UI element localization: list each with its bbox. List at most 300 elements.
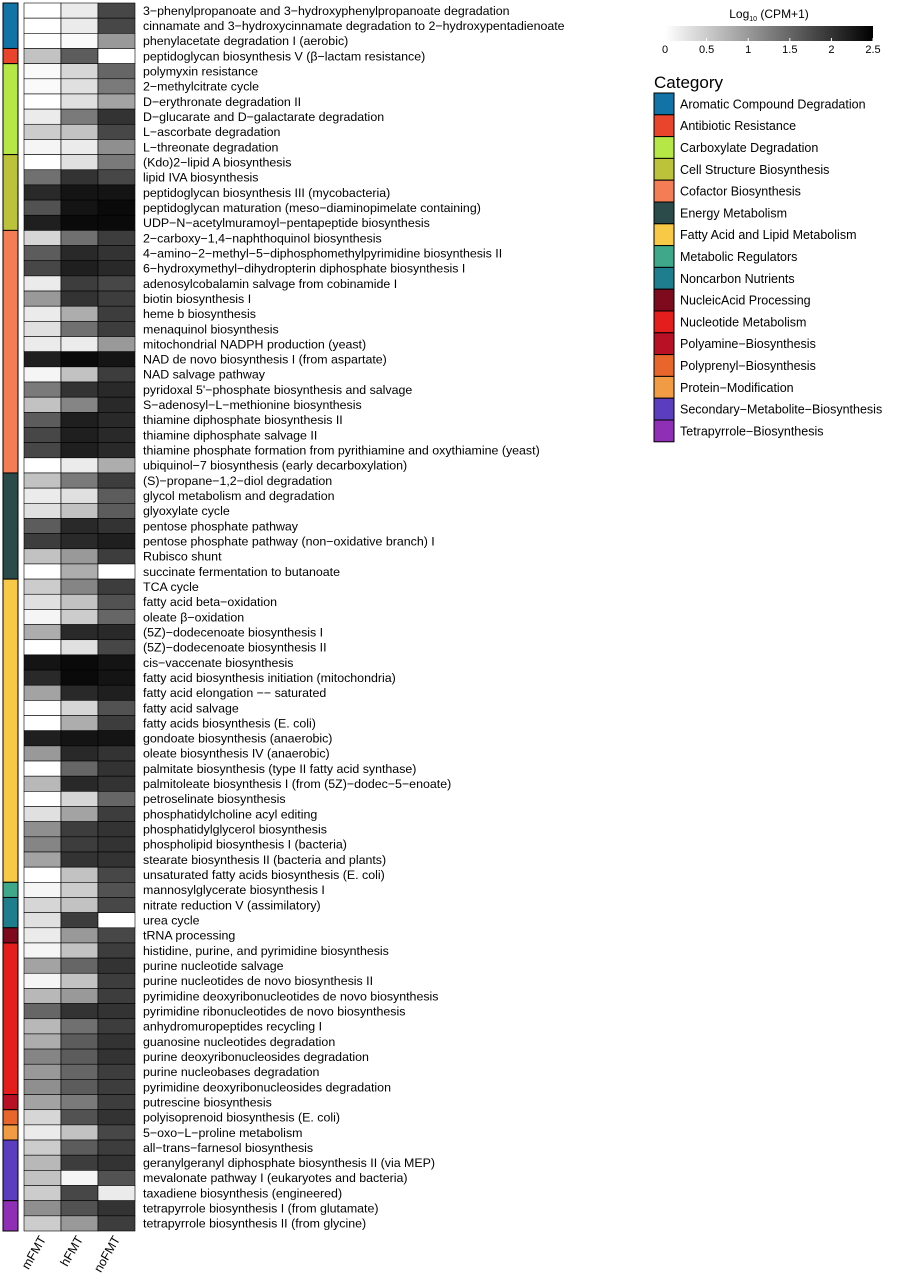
heatmap-cell <box>24 291 61 306</box>
heatmap-cells <box>24 3 135 1231</box>
heatmap-cell <box>24 822 61 837</box>
heatmap-cell <box>61 306 98 321</box>
row-label: cis−vaccenate biosynthesis <box>143 655 294 670</box>
heatmap-cell <box>61 716 98 731</box>
heatmap-cell <box>98 185 135 200</box>
heatmap-cell <box>24 1049 61 1064</box>
heatmap-cell <box>61 215 98 230</box>
color-scale-tick-label: 1.5 <box>782 44 798 56</box>
heatmap-cell <box>24 1155 61 1170</box>
category-annotation-bar <box>3 3 18 1231</box>
legend-swatch <box>654 398 674 420</box>
row-label: 2−methylcitrate cycle <box>143 79 260 94</box>
heatmap-cell <box>61 337 98 352</box>
row-label: fatty acid beta−oxidation <box>143 595 277 610</box>
heatmap-cell <box>61 746 98 761</box>
heatmap-cell <box>24 1110 61 1125</box>
heatmap-cell <box>24 246 61 261</box>
color-scale-tick-label: 2 <box>828 44 835 56</box>
legend-swatch <box>654 289 674 311</box>
heatmap-cell <box>98 3 135 18</box>
category-segment <box>3 1201 18 1231</box>
row-label: phosphatidylglycerol biosynthesis <box>143 822 327 837</box>
category-segment <box>3 1140 18 1201</box>
row-label: pyridoxal 5'−phosphate biosynthesis and salvage <box>143 382 413 397</box>
legend-swatch <box>654 137 674 159</box>
heatmap-cell <box>98 170 135 185</box>
heatmap-cell <box>24 625 61 640</box>
heatmap-cell <box>24 549 61 564</box>
heatmap-cell <box>98 276 135 291</box>
heatmap-cell <box>98 321 135 336</box>
heatmap-cell <box>24 488 61 503</box>
heatmap-cell <box>24 48 61 63</box>
row-label: oleate β−oxidation <box>143 610 245 625</box>
heatmap-cell <box>61 321 98 336</box>
heatmap-cell <box>98 48 135 63</box>
row-labels <box>143 4 565 1231</box>
heatmap-cell <box>61 807 98 822</box>
heatmap-cell <box>61 1155 98 1170</box>
row-label: purine nucleotides de novo biosynthesis II <box>143 974 374 989</box>
heatmap-cell <box>24 564 61 579</box>
legend-label: Protein−Modification <box>680 380 794 395</box>
heatmap-cell <box>61 94 98 109</box>
heatmap-cell <box>24 64 61 79</box>
heatmap-cell <box>98 1140 135 1155</box>
row-label: (5Z)−dodecenoate biosynthesis I <box>143 625 324 640</box>
row-label: 6−hydroxymethyl−dihydropterin diphosphate biosynthesis I <box>143 261 466 276</box>
heatmap-cell <box>98 139 135 154</box>
row-label: Rubisco shunt <box>143 549 222 564</box>
heatmap-cell <box>61 579 98 594</box>
legend-label: Metabolic Regulators <box>680 250 798 264</box>
legend-label: Fatty Acid and Lipid Metabolism <box>680 228 857 243</box>
legend-label: Tetrapyrrole−Biosynthesis <box>680 424 824 439</box>
row-label: S−adenosyl−L−methionine biosynthesis <box>143 398 362 413</box>
legend-swatch <box>654 420 674 442</box>
legend-title: Category <box>654 73 723 92</box>
heatmap-cell <box>61 246 98 261</box>
row-label: polyisoprenoid biosynthesis (E. coli) <box>143 1110 340 1125</box>
row-label: 3−phenylpropanoate and 3−hydroxyphenylpropanoate degradation <box>143 3 510 18</box>
legend-swatch <box>654 355 674 377</box>
heatmap-cell <box>61 382 98 397</box>
heatmap-cell <box>24 33 61 48</box>
row-label: histidine, purine, and pyrimidine biosynthesis <box>143 943 389 958</box>
heatmap-cell <box>24 306 61 321</box>
row-label: mannosylglycerate biosynthesis I <box>143 883 325 898</box>
row-label: stearate biosynthesis II (bacteria and plants) <box>143 852 387 867</box>
heatmap-cell <box>61 928 98 943</box>
row-label: pentose phosphate pathway (non−oxidative branch) I <box>143 534 435 549</box>
row-label: gondoate biosynthesis (anaerobic) <box>143 731 333 746</box>
heatmap-cell <box>24 412 61 427</box>
heatmap-cell <box>98 867 135 882</box>
heatmap-cell <box>24 913 61 928</box>
heatmap-cell <box>24 352 61 367</box>
heatmap-cell <box>98 897 135 912</box>
heatmap-cell <box>61 943 98 958</box>
heatmap-cell <box>61 109 98 124</box>
heatmap-cell <box>98 215 135 230</box>
row-label: palmitate biosynthesis (type II fatty acid synthase) <box>143 761 417 776</box>
category-segment <box>3 579 18 882</box>
heatmap-cell <box>24 640 61 655</box>
heatmap-cell <box>61 700 98 715</box>
category-legend <box>654 73 882 442</box>
heatmap-cell <box>24 1079 61 1094</box>
row-label: thiamine diphosphate salvage II <box>143 428 318 443</box>
category-segment <box>3 882 18 897</box>
heatmap-cell <box>24 397 61 412</box>
heatmap-cell <box>24 1216 61 1231</box>
row-label: phospholipid biosynthesis I (bacteria) <box>143 837 347 852</box>
category-segment <box>3 928 18 943</box>
legend-label: Polyamine−Biosynthesis <box>680 337 816 352</box>
heatmap-cell <box>98 33 135 48</box>
row-label: unsaturated fatty acids biosynthesis (E. coli) <box>143 868 385 883</box>
heatmap-cell <box>98 549 135 564</box>
heatmap-cell <box>98 716 135 731</box>
heatmap-cell <box>98 306 135 321</box>
heatmap-cell <box>24 670 61 685</box>
heatmap-cell <box>24 473 61 488</box>
row-label: purine deoxyribonucleosides degradation <box>143 1049 369 1064</box>
column-labels <box>19 1233 123 1275</box>
row-label: fatty acids biosynthesis (E. coli) <box>143 716 316 731</box>
heatmap-cell <box>98 943 135 958</box>
heatmap-cell <box>61 200 98 215</box>
heatmap-cell <box>61 458 98 473</box>
heatmap-cell <box>24 731 61 746</box>
row-label: NAD de novo biosynthesis I (from aspartate) <box>143 352 387 367</box>
row-label: 5−oxo−L−proline metabolism <box>143 1125 303 1140</box>
heatmap-cell <box>24 700 61 715</box>
row-label: thiamine diphosphate biosynthesis II <box>143 413 343 428</box>
legend-swatch <box>654 224 674 246</box>
heatmap-cell <box>98 670 135 685</box>
heatmap-cell <box>98 807 135 822</box>
heatmap-cell <box>98 79 135 94</box>
heatmap-cell <box>61 791 98 806</box>
row-label: TCA cycle <box>143 579 199 594</box>
heatmap-cell <box>61 276 98 291</box>
legend-items <box>654 93 882 442</box>
row-label: mitochondrial NADPH production (yeast) <box>143 337 367 352</box>
legend-swatch <box>654 246 674 268</box>
heatmap-cell <box>61 367 98 382</box>
heatmap-cell <box>61 1125 98 1140</box>
row-label: (S)−propane−1,2−diol degradation <box>143 473 333 488</box>
heatmap-cell <box>61 655 98 670</box>
column-label: mFMT <box>18 1233 50 1272</box>
heatmap-cell <box>98 1019 135 1034</box>
heatmap-cell <box>61 609 98 624</box>
heatmap-cell <box>24 685 61 700</box>
row-label: D−erythronate degradation II <box>143 94 302 109</box>
heatmap-cell <box>98 928 135 943</box>
row-label: UDP−N−acetylmuramoyl−pentapeptide biosynthesis <box>143 216 430 231</box>
color-scale-tick-label: 0 <box>661 44 669 56</box>
heatmap-cell <box>24 1034 61 1049</box>
heatmap-cell <box>98 913 135 928</box>
heatmap-cell <box>24 594 61 609</box>
heatmap-cell <box>61 958 98 973</box>
heatmap-cell <box>98 124 135 139</box>
heatmap-cell <box>24 837 61 852</box>
category-segment <box>3 3 18 48</box>
row-label: guanosine nucleotides degradation <box>143 1034 336 1049</box>
heatmap-cell <box>61 64 98 79</box>
heatmap-cell <box>24 200 61 215</box>
heatmap-cell <box>61 33 98 48</box>
heatmap-cell <box>61 473 98 488</box>
category-segment <box>3 1110 18 1125</box>
row-label: (5Z)−dodecenoate biosynthesis II <box>143 640 327 655</box>
row-label: palmitoleate biosynthesis I (from (5Z)−dodec−5−enoate) <box>143 777 452 792</box>
row-label: pyrimidine deoxyribonucleotides de novo biosynthesis <box>143 989 439 1004</box>
row-label: peptidoglycan biosynthesis III (mycobacteria) <box>143 185 391 200</box>
heatmap-cell <box>98 337 135 352</box>
legend-swatch <box>654 333 674 355</box>
category-segment <box>3 1095 18 1110</box>
heatmap-cell <box>98 427 135 442</box>
heatmap-cell <box>98 973 135 988</box>
heatmap-cell <box>61 837 98 852</box>
heatmap-cell <box>61 1201 98 1216</box>
heatmap-cell <box>98 1216 135 1231</box>
legend-label: Antibiotic Resistance <box>680 119 797 134</box>
legend-swatch <box>654 376 674 398</box>
row-label: mevalonate pathway I (eukaryotes and bacteria) <box>143 1171 408 1186</box>
heatmap-cell <box>61 48 98 63</box>
row-label: pyrimidine deoxyribonucleosides degradation <box>143 1080 391 1095</box>
heatmap-cell <box>24 716 61 731</box>
heatmap-cell <box>98 609 135 624</box>
heatmap-cell <box>61 412 98 427</box>
heatmap-cell <box>98 1186 135 1201</box>
heatmap-cell <box>61 594 98 609</box>
heatmap-cell <box>98 837 135 852</box>
heatmap-cell <box>98 579 135 594</box>
heatmap-cell <box>24 1125 61 1140</box>
heatmap-cell <box>61 564 98 579</box>
row-label: L−threonate degradation <box>143 140 279 155</box>
legend-swatch <box>654 115 674 137</box>
legend-label: Energy Metabolism <box>680 206 787 221</box>
heatmap-cell <box>61 1019 98 1034</box>
heatmap-cell <box>61 867 98 882</box>
category-segment <box>3 48 18 63</box>
heatmap-cell <box>61 822 98 837</box>
heatmap-cell <box>98 64 135 79</box>
row-label: lipid IVA biosynthesis <box>143 170 259 185</box>
heatmap-cell <box>24 124 61 139</box>
column-label: hFMT <box>57 1233 87 1269</box>
heatmap-cell <box>98 958 135 973</box>
heatmap-cell <box>98 791 135 806</box>
heatmap-cell <box>61 18 98 33</box>
heatmap-cell <box>98 200 135 215</box>
legend-swatch <box>654 202 674 224</box>
heatmap-cell <box>61 1095 98 1110</box>
heatmap-cell <box>98 94 135 109</box>
heatmap-cell <box>98 18 135 33</box>
heatmap-cell <box>24 1095 61 1110</box>
heatmap-cell <box>24 337 61 352</box>
heatmap-cell <box>24 427 61 442</box>
legend-label: Aromatic Compound Degradation <box>680 97 866 112</box>
legend-label: Nucleotide Metabolism <box>680 315 807 330</box>
heatmap-cell <box>98 625 135 640</box>
row-label: glycol metabolism and degradation <box>143 489 335 504</box>
heatmap-cell <box>98 640 135 655</box>
heatmap-cell <box>24 276 61 291</box>
heatmap-cell <box>98 503 135 518</box>
heatmap-cell <box>98 458 135 473</box>
heatmap-cell <box>98 155 135 170</box>
row-label: fatty acid salvage <box>143 701 239 716</box>
heatmap-cell <box>24 1064 61 1079</box>
row-label: fatty acid biosynthesis initiation (mitochondria) <box>143 670 396 685</box>
heatmap-cell <box>98 291 135 306</box>
heatmap-cell <box>98 1170 135 1185</box>
heatmap-cell <box>61 124 98 139</box>
heatmap-cell <box>98 1095 135 1110</box>
color-scale-tick-label: 0.5 <box>698 44 715 56</box>
heatmap-cell <box>98 109 135 124</box>
heatmap-cell <box>24 503 61 518</box>
heatmap-cell <box>24 458 61 473</box>
heatmap-cell <box>98 1079 135 1094</box>
heatmap-cell <box>61 534 98 549</box>
heatmap-cell <box>61 518 98 533</box>
heatmap-cell <box>61 1004 98 1019</box>
heatmap-cell <box>24 1201 61 1216</box>
category-segment <box>3 64 18 155</box>
row-label: cinnamate and 3−hydroxycinnamate degradation to 2−hydroxypentadienoate <box>143 19 565 34</box>
heatmap-cell <box>61 549 98 564</box>
row-label: D−glucarate and D−galactarate degradation <box>143 110 385 125</box>
heatmap-cell <box>61 1079 98 1094</box>
heatmap-cell <box>61 139 98 154</box>
heatmap-cell <box>61 185 98 200</box>
heatmap-cell <box>61 291 98 306</box>
row-label: peptidoglycan biosynthesis V (β−lactam resistance) <box>143 49 426 64</box>
heatmap-cell <box>24 1186 61 1201</box>
heatmap-cell <box>24 155 61 170</box>
heatmap-cell <box>61 685 98 700</box>
row-label: petroselinate biosynthesis <box>143 792 286 807</box>
heatmap-cell <box>61 670 98 685</box>
heatmap-cell <box>24 746 61 761</box>
row-label: anhydromuropeptides recycling I <box>143 1019 323 1034</box>
row-label: pentose phosphate pathway <box>143 519 299 534</box>
heatmap-cell <box>61 352 98 367</box>
heatmap-cell <box>24 1019 61 1034</box>
heatmap-cell <box>24 367 61 382</box>
row-label: purine nucleobases degradation <box>143 1065 320 1080</box>
heatmap-cell <box>98 852 135 867</box>
heatmap-cell <box>98 988 135 1003</box>
heatmap-cell <box>61 776 98 791</box>
heatmap-cell <box>24 94 61 109</box>
heatmap-cell <box>61 261 98 276</box>
heatmap-cell <box>61 973 98 988</box>
heatmap-cell <box>24 928 61 943</box>
row-label: 2−carboxy−1,4−naphthoquinol biosynthesis <box>143 231 382 246</box>
legend-label: Cofactor Biosynthesis <box>680 184 801 199</box>
heatmap-cell <box>98 1110 135 1125</box>
row-label: 4−amino−2−methyl−5−diphosphomethylpyrimidine biosynthesis II <box>143 246 503 261</box>
row-label: all−trans−farnesol biosynthesis <box>143 1140 314 1155</box>
heatmap-cell <box>98 594 135 609</box>
row-label: L−ascorbate degradation <box>143 125 281 140</box>
heatmap-cell <box>24 958 61 973</box>
row-label: nitrate reduction V (assimilatory) <box>143 898 321 913</box>
heatmap-cell <box>24 776 61 791</box>
heatmap-cell <box>98 1004 135 1019</box>
heatmap-cell <box>24 852 61 867</box>
heatmap-cell <box>61 1140 98 1155</box>
color-scale-tick-label: 2.5 <box>865 44 881 56</box>
heatmap-cell <box>24 1004 61 1019</box>
heatmap-cell <box>98 443 135 458</box>
row-label: geranylgeranyl diphosphate biosynthesis II (via MEP) <box>143 1156 436 1171</box>
heatmap-cell <box>98 518 135 533</box>
heatmap-cell <box>98 1155 135 1170</box>
row-label: purine nucleotide salvage <box>143 958 284 973</box>
row-label: ubiquinol−7 biosynthesis (early decarboxylation) <box>143 458 408 473</box>
heatmap-cell <box>61 1216 98 1231</box>
heatmap-cell <box>98 700 135 715</box>
heatmap-cell <box>61 897 98 912</box>
heatmap-cell <box>61 427 98 442</box>
legend-swatch <box>654 267 674 289</box>
heatmap-cell <box>61 852 98 867</box>
legend-label: Polyprenyl−Biosynthesis <box>680 359 816 373</box>
color-scale-gradient <box>665 26 873 41</box>
heatmap-cell <box>98 1049 135 1064</box>
category-segment <box>3 897 18 927</box>
color-scale-title: Log$_{10}$ (CPM+1) <box>729 7 809 23</box>
legend-swatch <box>654 311 674 333</box>
color-scale-tick-label: 1 <box>745 44 752 56</box>
heatmap-cell <box>61 625 98 640</box>
heatmap-cell <box>98 1034 135 1049</box>
row-label: urea cycle <box>143 913 200 928</box>
row-label: (Kdo)2−lipid A biosynthesis <box>143 155 292 170</box>
row-label: pyrimidine ribonucleotides de novo biosynthesis <box>143 1004 406 1019</box>
heatmap-cell <box>61 761 98 776</box>
category-segment <box>3 1125 18 1140</box>
heatmap-cell <box>61 443 98 458</box>
heatmap-cell <box>98 1201 135 1216</box>
heatmap-cell <box>61 882 98 897</box>
heatmap-cell <box>24 18 61 33</box>
legend-swatch <box>654 158 674 180</box>
row-label: phosphatidylcholine acyl editing <box>143 807 318 822</box>
heatmap-cell <box>98 564 135 579</box>
heatmap-cell <box>24 579 61 594</box>
legend-swatch <box>654 93 674 115</box>
heatmap-cell <box>61 488 98 503</box>
heatmap-cell <box>98 761 135 776</box>
heatmap-cell <box>24 139 61 154</box>
heatmap-cell <box>24 170 61 185</box>
heatmap-cell <box>24 609 61 624</box>
